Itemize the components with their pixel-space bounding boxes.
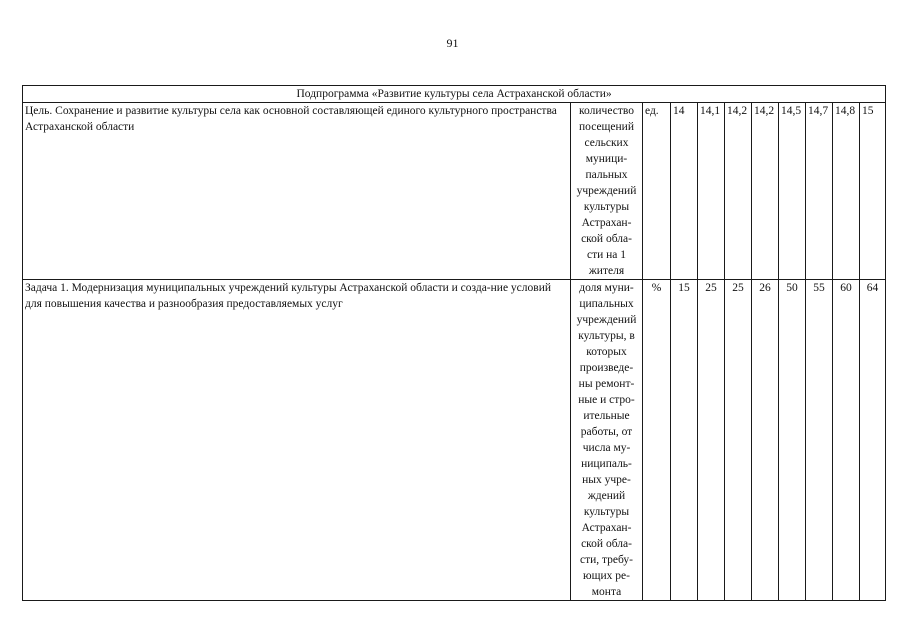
task-unit: % <box>643 280 671 601</box>
goal-indicator: количество посещений сельских муници-пальных учреждений культуры Астрахан-ской обла-сти на 1 жителя <box>571 103 643 280</box>
goal-value: 14 <box>671 103 698 280</box>
table-row <box>23 103 886 280</box>
goal-value: 14,5 <box>779 103 806 280</box>
task-value: 55 <box>806 280 833 601</box>
goal-value: 14,2 <box>752 103 779 280</box>
subprogram-table <box>22 85 886 601</box>
task-value: 25 <box>698 280 725 601</box>
task-value: 64 <box>860 280 886 601</box>
goal-value: 14,7 <box>806 103 833 280</box>
task-value: 15 <box>671 280 698 601</box>
goal-value: 14,2 <box>725 103 752 280</box>
subprogram-title: Подпрограмма «Развитие культуры села Астраханской области» <box>23 86 886 103</box>
task-value: 50 <box>779 280 806 601</box>
page-number: 91 <box>446 36 459 50</box>
goal-value: 15 <box>860 103 886 280</box>
goal-unit: ед. <box>643 103 671 280</box>
task-indicator: доля муни-ципальных учреждений культуры, в которых произведе-ны ремонт-ные и стро-ительные работы, от числа му-ниципаль-ных учре-ждений культуры Астрахан-ской обла-сти, требу-ющих ре-монта <box>571 280 643 601</box>
goal-value: 14,8 <box>833 103 860 280</box>
task-value: 60 <box>833 280 860 601</box>
subprogram-title-row <box>23 86 886 103</box>
goal-description: Цель. Сохранение и развитие культуры села как основной составляющей единого культурного пространства Астраханской области <box>23 103 571 280</box>
task-value: 26 <box>752 280 779 601</box>
table-row <box>23 280 886 601</box>
goal-value: 14,1 <box>698 103 725 280</box>
task-description: Задача 1. Модернизация муниципальных учреждений культуры Астраханской области и созда-ние условий для повышения качества и разнообразия предоставляемых услуг <box>23 280 571 601</box>
task-value: 25 <box>725 280 752 601</box>
